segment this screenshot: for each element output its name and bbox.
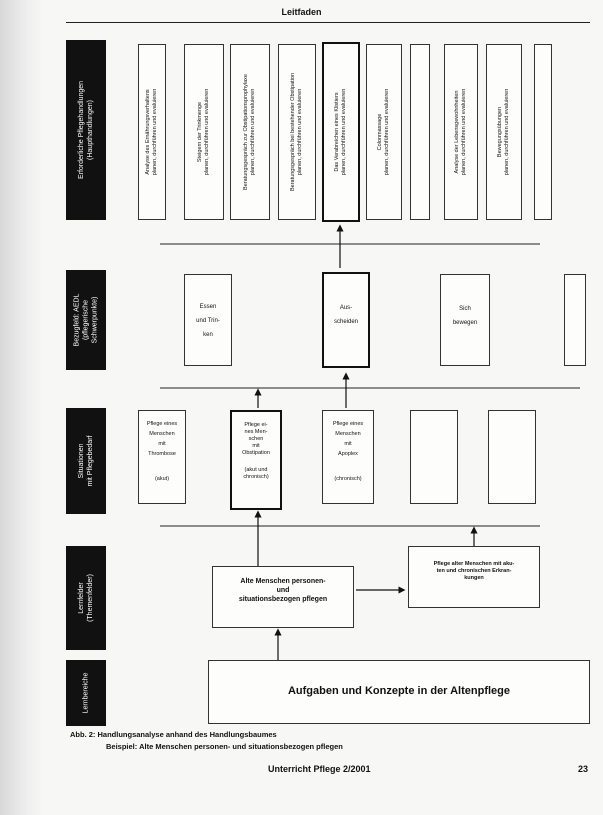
lernfeld-main-box: Alte Menschen personen- und situationsbezogen pflegen [212,566,354,628]
footer-page-number: 23 [578,764,589,774]
figure-caption-line2: Beispiel: Alte Menschen personen- und situationsbezogen pflegen [106,742,343,751]
band-label: Lernbereiche [82,672,90,714]
situation-box-empty [410,410,458,504]
aedl-box-highlighted: Aus- scheiden [322,272,370,368]
band-label: Erforderliche Pflegehandlungen (Haupthandlungen) [78,80,94,180]
footer-journal: Unterricht Pflege 2/2001 [268,764,371,774]
figure-caption-line1: Abb. 2: Handlungsanalyse anhand des Handlungsbaumes [70,730,277,739]
band-label: Bezugfeld: AEDL (pflegerische Schwerpunkte) [73,293,99,347]
action-column: Bewegungsübungen planen, durchführen und evaluieren [486,44,522,220]
action-column: Analyse der Lebensgewohnheiten planen, durchführen und evaluieren [444,44,478,220]
action-column: Beratungsgespräch bei bestehender Obstipation planen, durchführen und evaluieren [278,44,316,220]
aedl-box-empty [564,274,586,366]
situation-box: Pflege eines Menschen mit Thrombose (akut) [138,410,186,504]
action-column: Steigern der Trinkmenge planen, durchführen und evaluieren [184,44,224,220]
page-header-title: Leitfaden [281,7,322,17]
band-label: Situationen mit Pflegebedarf [78,435,94,487]
action-column: Beratungsgespräch zur Obstipationsprophylaxe planen, durchführen und evaluieren [230,44,270,220]
action-column-highlighted: Das Verabreichen eines Klistiers planen, durchführen und evaluieren [322,42,360,222]
situation-box-empty [488,410,536,504]
situation-box-highlighted: Pflege ei- nes Men- schen mit Obstipation (akut und chronisch) [230,410,282,510]
aedl-box: Sich bewegen [440,274,490,366]
action-column: Analyse des Ernährungsverhaltens planen, durchführen und evaluieren [138,44,166,220]
lernbereich-box: Aufgaben und Konzepte in der Altenpflege [208,660,590,724]
lernfeld-side-box: Pflege alter Menschen mit aku- ten und chronischen Erkran- kungen [408,546,540,608]
aedl-box: Essen und Trin- ken [184,274,232,366]
band-label: Lernfelder (Themenfelder) [78,574,94,622]
situation-box: Pflege eines Menschen mit Apoplex (chronisch) [322,410,374,504]
action-column: Colonmassage planen, durchführen und evaluieren [366,44,402,220]
